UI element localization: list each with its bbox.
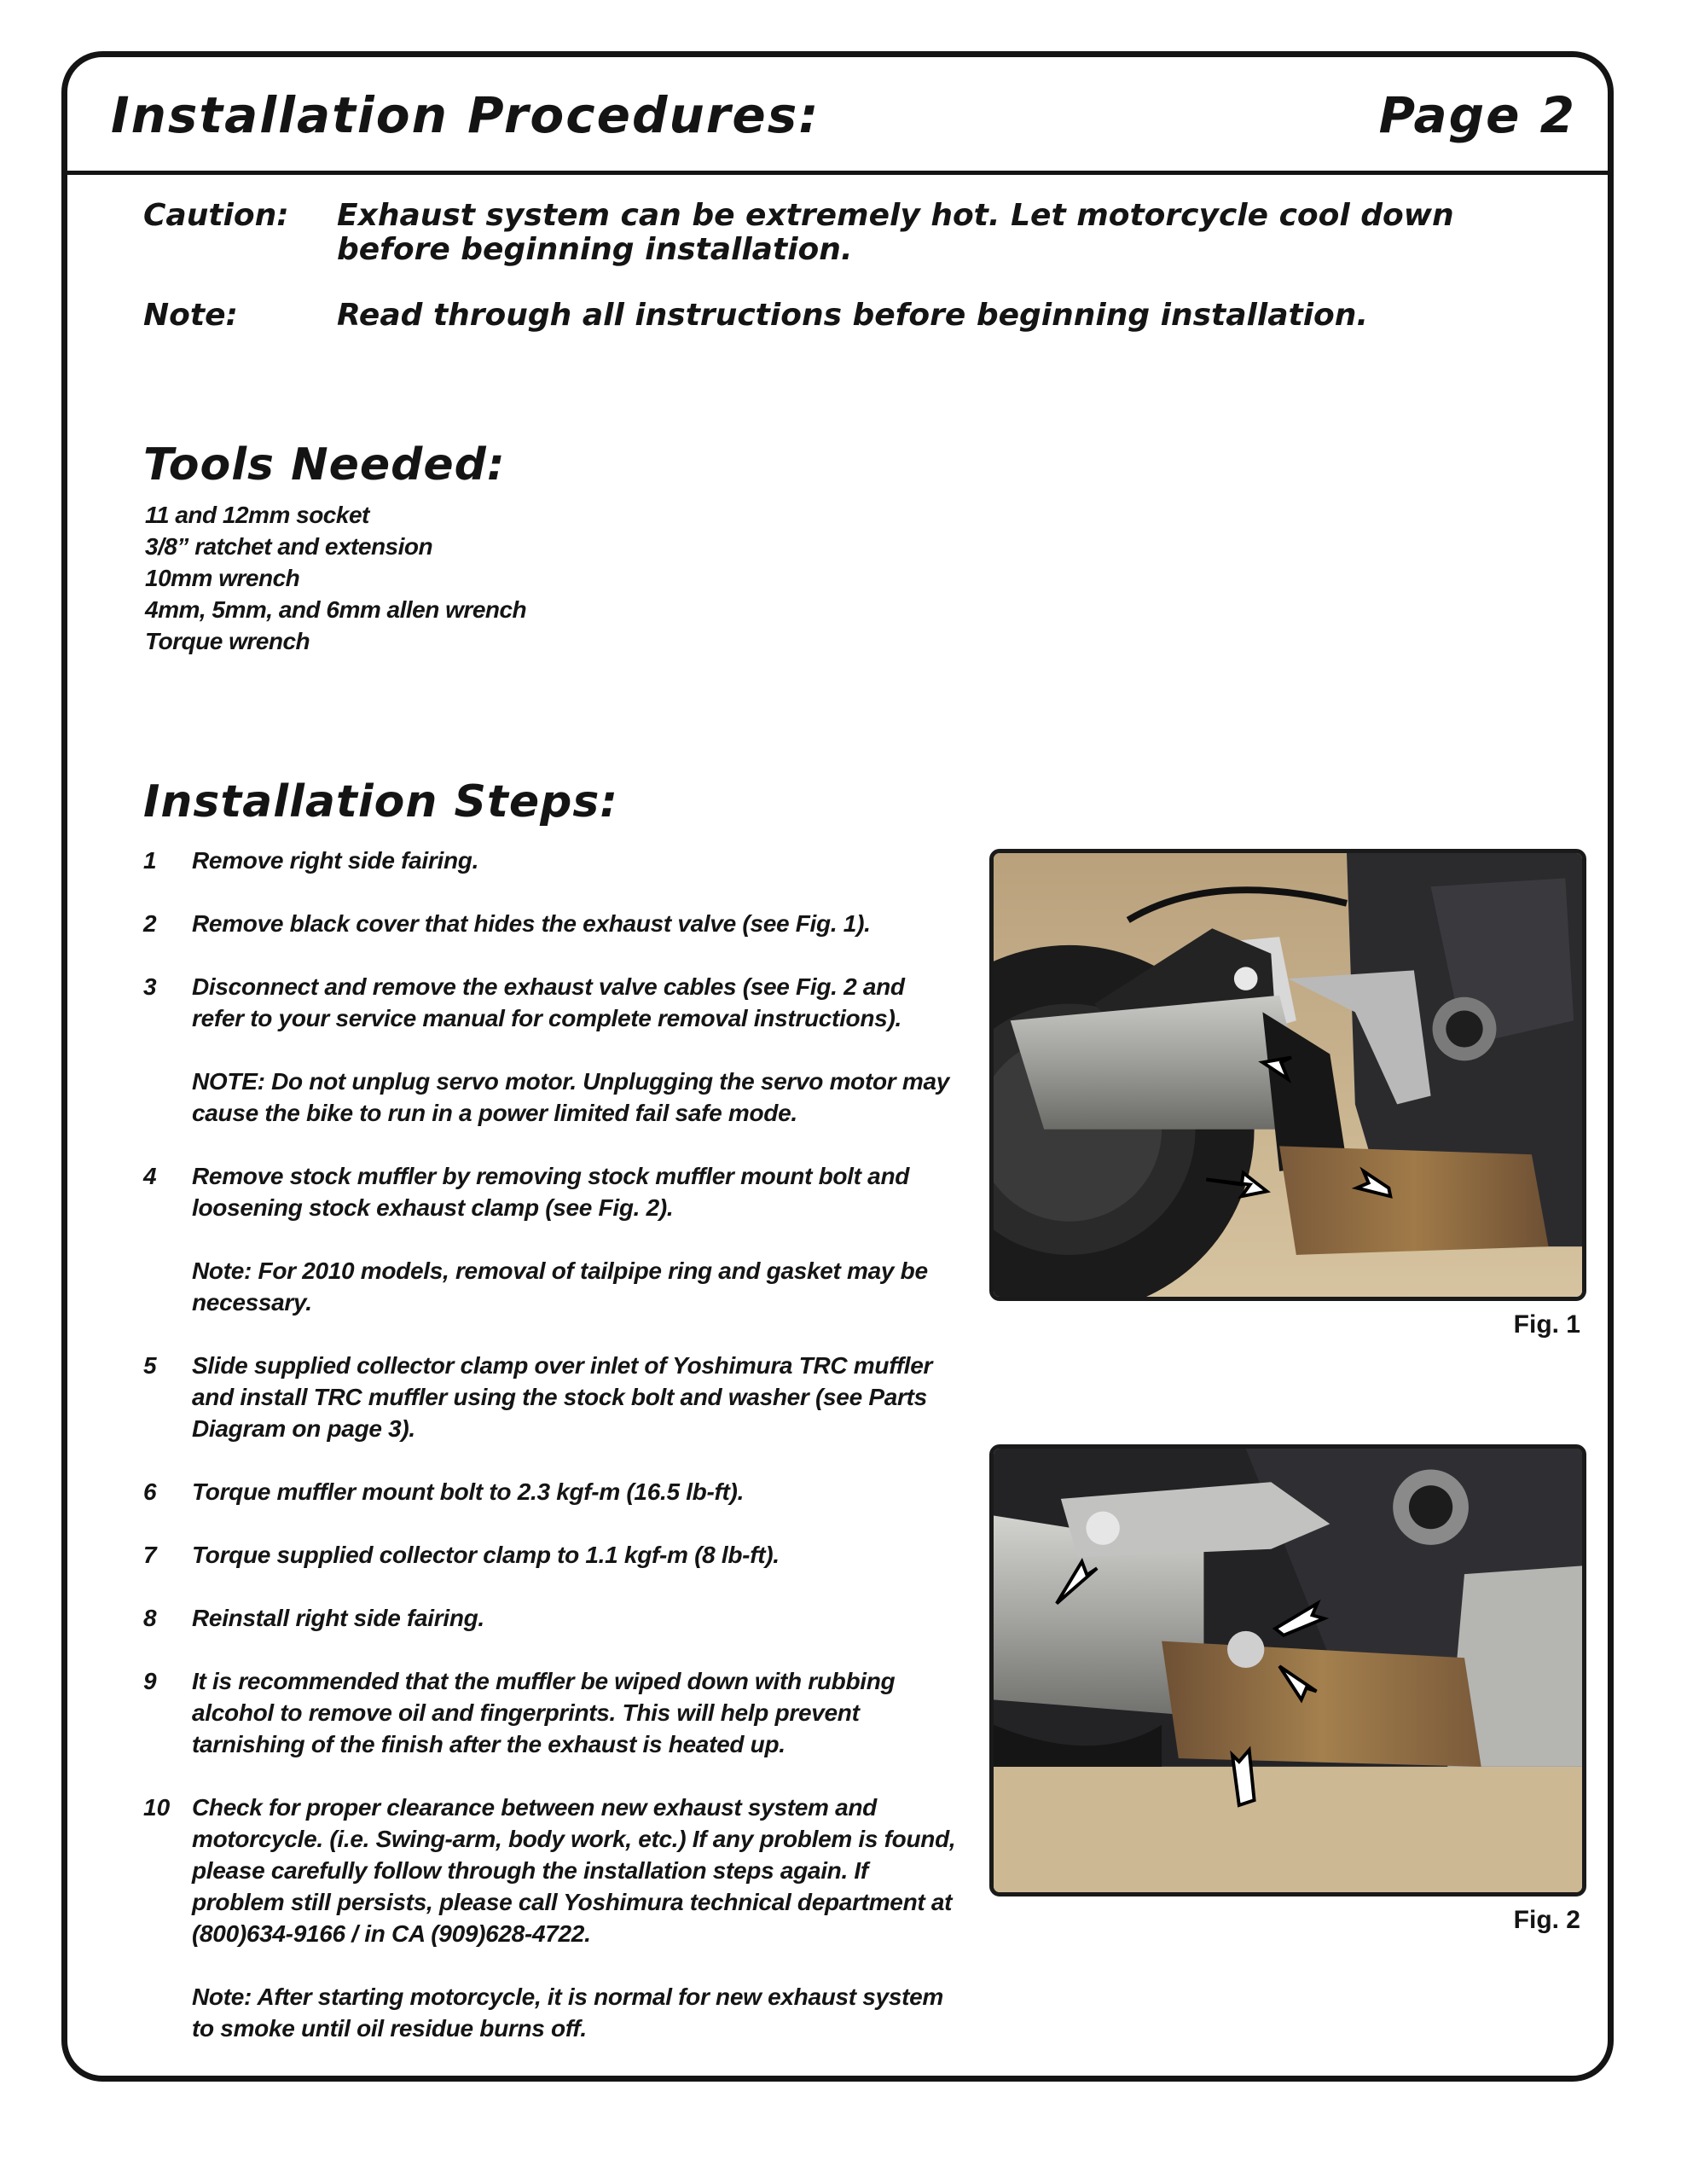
step-item	[143, 1476, 962, 1507]
step-text: Remove stock muffler by removing stock muffler mount bolt and loosening stock exhaust clamp (see Fig. 2).	[192, 1163, 910, 1221]
step-text: Reinstall right side fairing.	[192, 1605, 484, 1631]
tool-item: 4mm, 5mm, and 6mm allen wrench	[145, 596, 527, 623]
step-item	[143, 1350, 962, 1444]
tool-item: Torque wrench	[145, 628, 310, 654]
tools-heading: Tools Needed:	[143, 439, 506, 491]
step-note: NOTE: Do not unplug servo motor. Unplugging the servo motor may cause the bike to run in a power limited fail safe mode.	[192, 1068, 950, 1126]
step-text: Check for proper clearance between new exhaust system and motorcycle. (i.e. Swing-arm, body work, etc.) If any problem is found, please carefully follow through the installation steps again. If problem still persists, please call Yoshimura technical department at (800)634-9166 / in CA (909)628-4722.	[192, 1794, 956, 1947]
tool-item: 11 and 12mm socket	[145, 502, 369, 528]
figure-2-caption: Fig. 2	[1513, 1906, 1580, 1934]
tool-item: 10mm wrench	[145, 565, 300, 591]
step-note: Note: After starting motorcycle, it is normal for new exhaust system to smoke until oil residue burns off.	[192, 1984, 944, 2042]
step-text: Torque supplied collector clamp to 1.1 kgf-m (8 lb-ft).	[192, 1542, 780, 1568]
step-item	[143, 845, 962, 876]
step-number: 4	[143, 1163, 157, 1189]
motorcycle-exhaust-image	[994, 853, 1582, 1297]
step-number: 9	[143, 1668, 157, 1694]
note-label: Note:	[143, 298, 238, 333]
tool-item: 3/8” ratchet and extension	[145, 533, 433, 560]
note-text: Read through all instructions before beginning installation.	[337, 298, 1369, 333]
step-text: Remove right side fairing.	[192, 847, 479, 874]
step-item	[143, 1160, 962, 1318]
step-number: 1	[143, 847, 157, 874]
steps-list	[143, 845, 962, 2044]
step-number: 10	[143, 1794, 171, 1821]
step-text: It is recommended that the muffler be wiped down with rubbing alcohol to remove oil and fingerprints. This will help prevent tarnishing of the finish after the exhaust is heated up.	[192, 1668, 896, 1757]
figure-2-photo	[989, 1444, 1586, 1896]
step-number: 6	[143, 1478, 157, 1505]
step-number: 8	[143, 1605, 157, 1631]
step-item	[143, 908, 962, 939]
page-number: Page 2	[1378, 86, 1576, 144]
page-title: Installation Procedures:	[111, 86, 820, 144]
caution-text: Exhaust system can be extremely hot. Let motorcycle cool down before beginning installation.	[337, 198, 1454, 267]
step-number: 2	[143, 910, 157, 937]
step-number: 7	[143, 1542, 157, 1568]
step-item	[143, 1539, 962, 1571]
step-text: Slide supplied collector clamp over inlet of Yoshimura TRC muffler and install TRC muffler using the stock bolt and washer (see Parts Diagram on page 3).	[192, 1352, 933, 1442]
header-divider	[61, 171, 1614, 175]
steps-heading: Installation Steps:	[143, 776, 619, 828]
step-item	[143, 1792, 962, 2044]
tools-list	[145, 499, 526, 657]
step-text: Torque muffler mount bolt to 2.3 kgf-m (16.5 lb-ft).	[192, 1478, 745, 1505]
step-item	[143, 1602, 962, 1634]
caution-label: Caution:	[143, 198, 289, 233]
step-item	[143, 971, 962, 1129]
step-text: Disconnect and remove the exhaust valve cables (see Fig. 2 and refer to your service manual for complete removal instructions).	[192, 973, 905, 1031]
figure-1-caption: Fig. 1	[1513, 1310, 1580, 1339]
figure-1-photo	[989, 849, 1586, 1301]
exhaust-valve-image	[994, 1449, 1582, 1892]
step-number: 5	[143, 1352, 157, 1379]
step-text: Remove black cover that hides the exhaust valve (see Fig. 1).	[192, 910, 871, 937]
step-item	[143, 1665, 962, 1760]
step-number: 3	[143, 973, 157, 1000]
step-note: Note: For 2010 models, removal of tailpipe ring and gasket may be necessary.	[192, 1258, 928, 1316]
